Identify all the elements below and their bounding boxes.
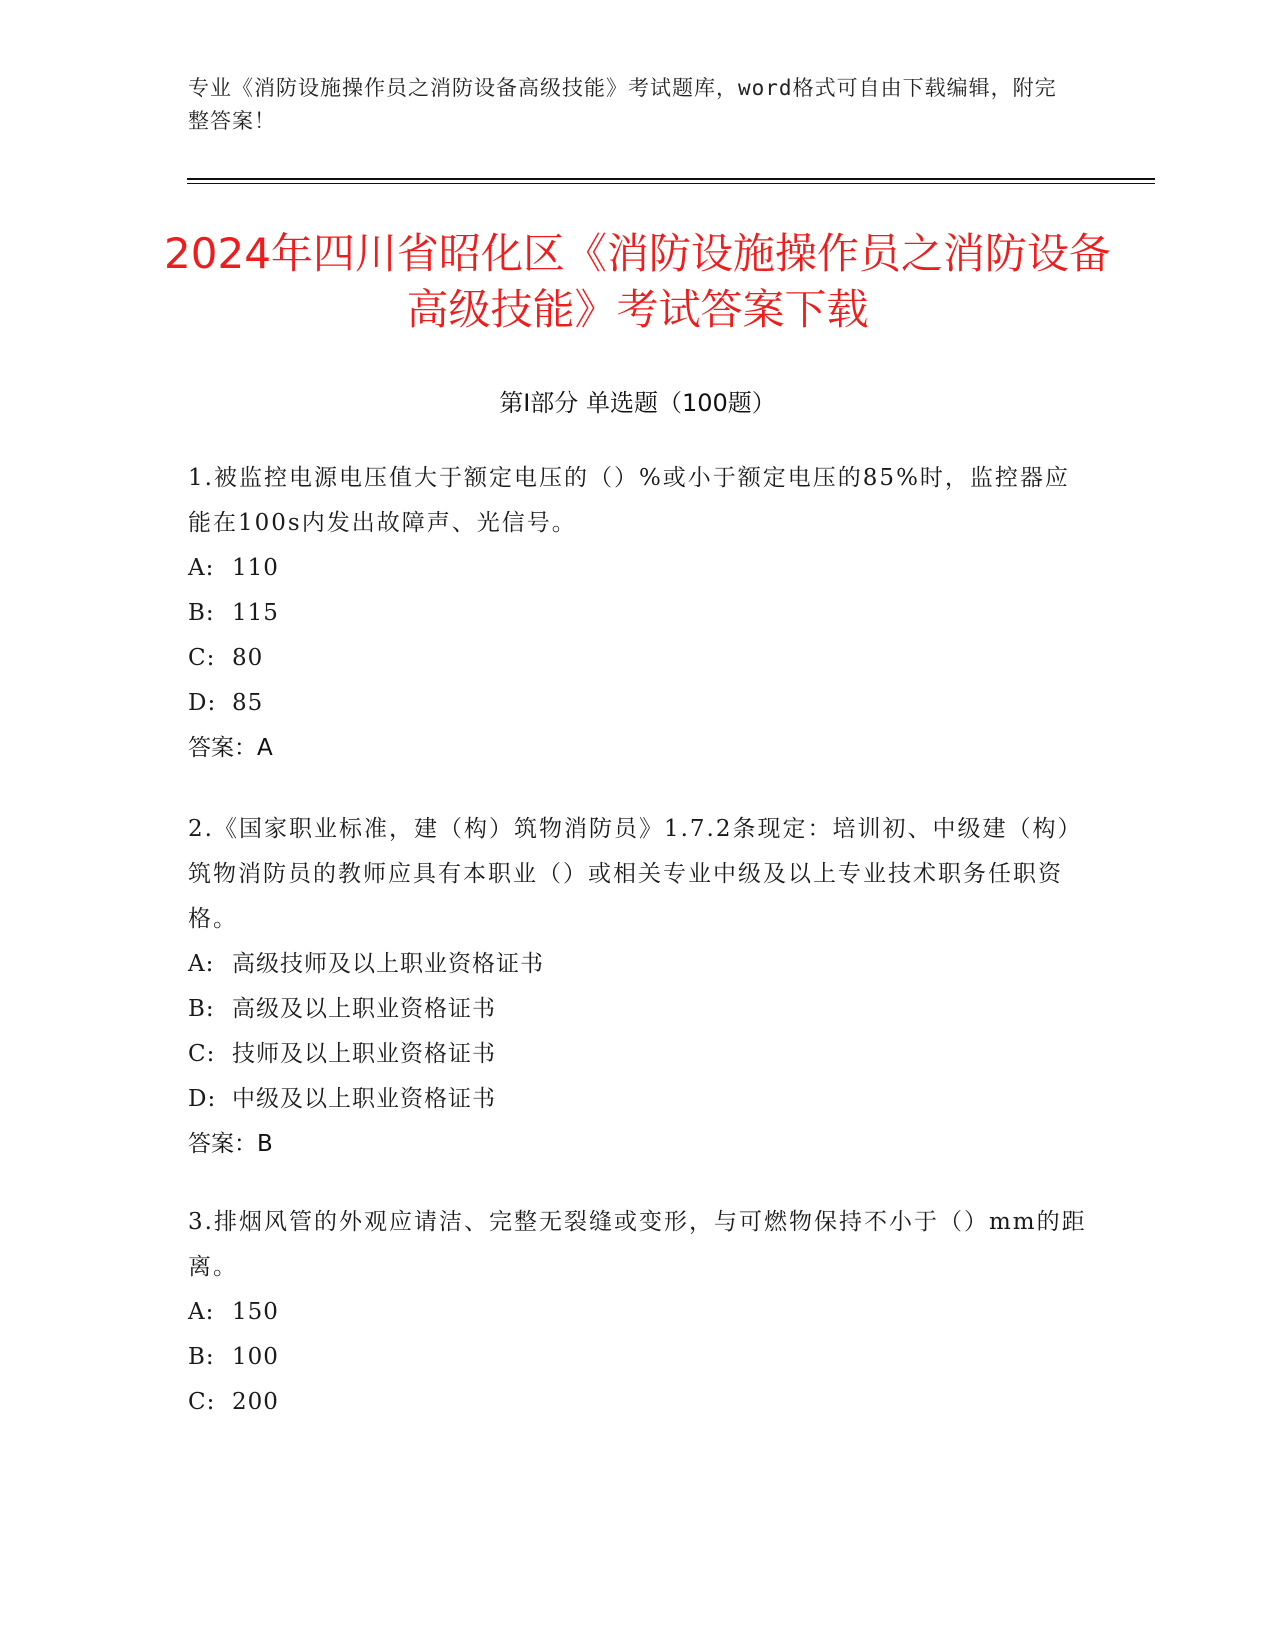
option-text: 80	[232, 645, 264, 671]
question-1	[188, 456, 1088, 771]
option-text: 高级技师及以上职业资格证书	[232, 951, 544, 977]
question-2	[188, 807, 1088, 1167]
question-stem: 2.《国家职业标准，建（构）筑物消防员》1.7.2条现定：培训初、中级建（构）筑物消防员的教师应具有本职业（）或相关专业中级及以上专业技术职务任职资格。	[188, 816, 1083, 932]
option-letter: B:	[188, 600, 215, 626]
answer: 答案：B	[188, 1131, 273, 1157]
question-3	[188, 1200, 1088, 1425]
option-letter: C:	[188, 645, 216, 671]
option-d	[188, 681, 1088, 726]
option-b	[188, 1335, 1088, 1380]
option-text: 200	[232, 1389, 279, 1415]
option-letter: D:	[188, 690, 217, 716]
answer: 答案：A	[188, 735, 273, 761]
option-letter: C:	[188, 1041, 216, 1067]
header-divider	[187, 178, 1155, 180]
option-letter: A:	[188, 555, 215, 581]
option-a	[188, 546, 1088, 591]
question-stem: 1.被监控电源电压值大于额定电压的（）%或小于额定电压的85%时，监控器应能在100s内发出故障声、光信号。	[188, 465, 1070, 536]
option-c	[188, 1032, 1088, 1077]
option-b	[188, 591, 1088, 636]
option-a	[188, 942, 1088, 987]
option-b	[188, 987, 1088, 1032]
section-heading: 第Ⅰ部分 单选题（100题）	[499, 389, 776, 417]
header-note: 专业《消防设施操作员之消防设备高级技能》考试题库，word格式可自由下载编辑，附完整答案！	[188, 76, 1057, 133]
option-text: 110	[232, 555, 279, 581]
option-d	[188, 1077, 1088, 1122]
option-letter: A:	[188, 951, 215, 977]
option-letter: D:	[188, 1086, 217, 1112]
option-a	[188, 1290, 1088, 1335]
option-text: 85	[232, 690, 264, 716]
question-stem: 3.排烟风管的外观应请洁、完整无裂缝或变形，与可燃物保持不小于（）mm的距离。	[188, 1209, 1087, 1280]
option-text: 115	[232, 600, 279, 626]
option-letter: A:	[188, 1299, 215, 1325]
option-c	[188, 1380, 1088, 1425]
option-text: 中级及以上职业资格证书	[232, 1086, 496, 1112]
option-letter: C:	[188, 1389, 216, 1415]
header-divider-thin	[187, 183, 1155, 184]
option-text: 技师及以上职业资格证书	[232, 1041, 496, 1067]
document-title: 2024年四川省昭化区《消防设施操作员之消防设备高级技能》考试答案下载	[164, 229, 1111, 334]
option-letter: B:	[188, 996, 215, 1022]
option-text: 100	[232, 1344, 279, 1370]
option-text: 高级及以上职业资格证书	[232, 996, 496, 1022]
option-text: 150	[232, 1299, 279, 1325]
option-letter: B:	[188, 1344, 215, 1370]
option-c	[188, 636, 1088, 681]
